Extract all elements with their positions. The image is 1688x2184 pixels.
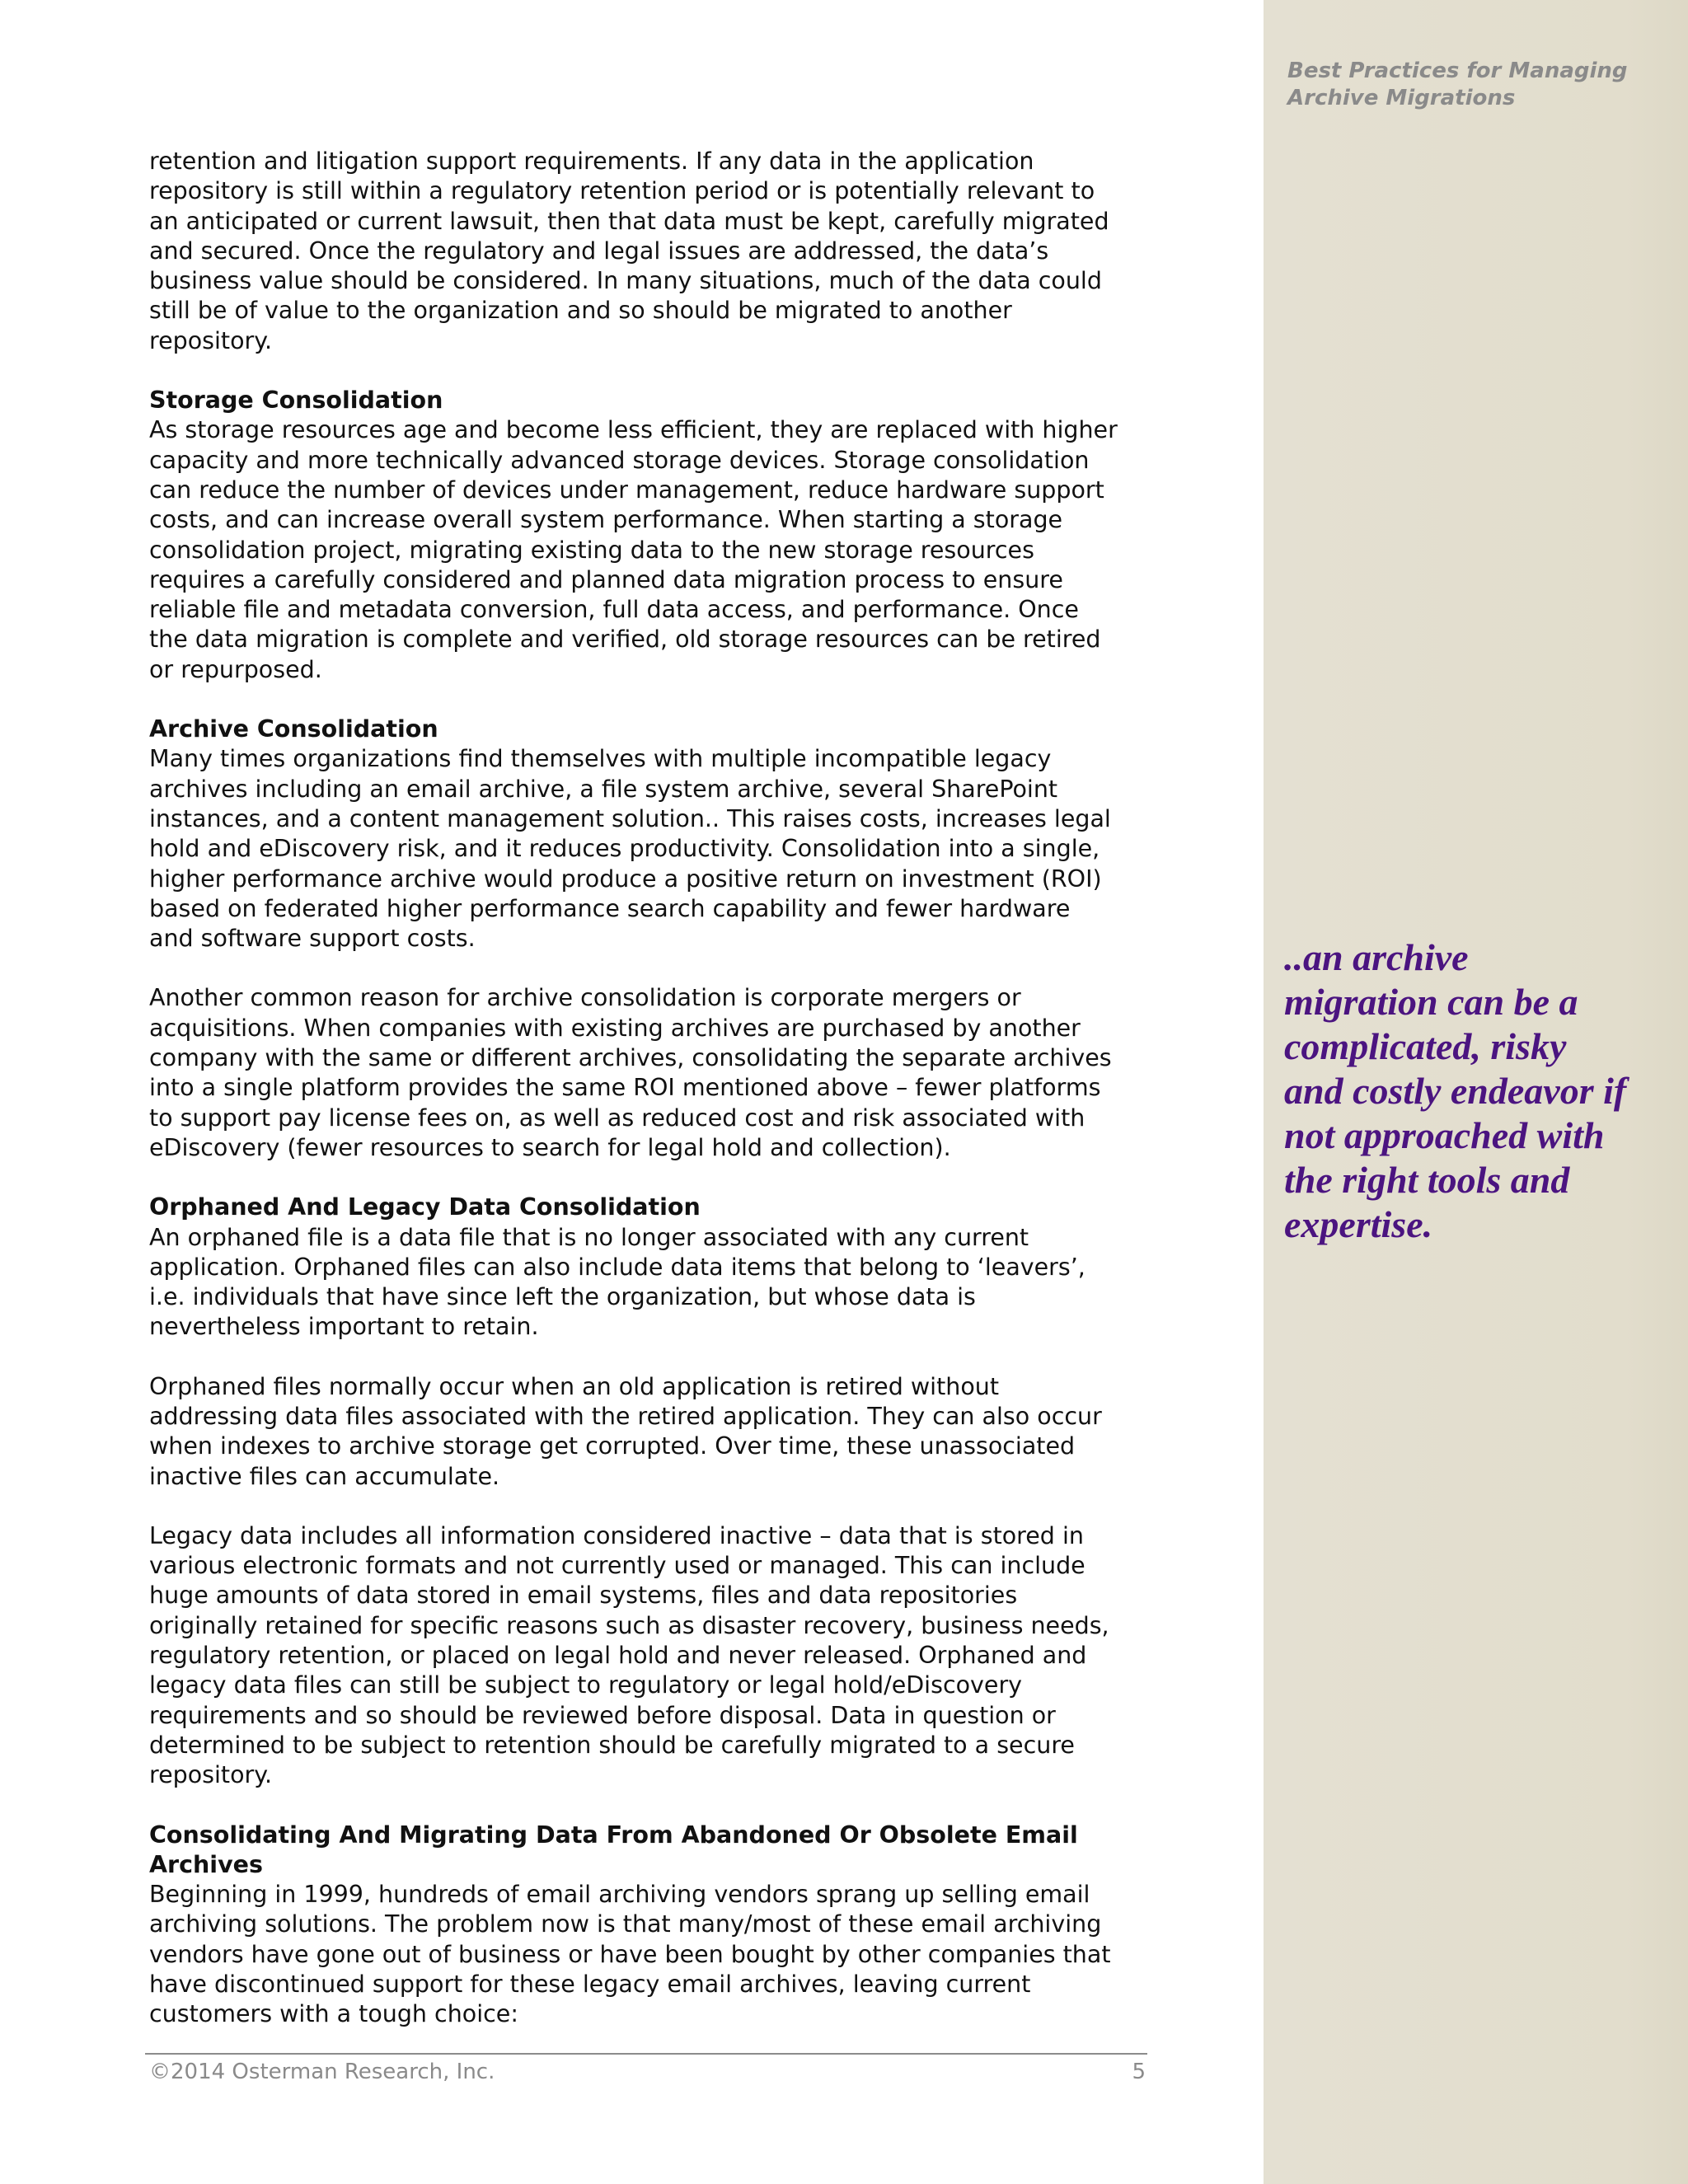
footer-divider <box>145 2053 1147 2055</box>
footer-copyright: ©2014 Osterman Research, Inc. <box>149 2060 495 2084</box>
intro-paragraph: retention and litigation support requirements. If any data in the application repository is still within a regulatory retention period or is potentially relevant to an anticipated or current lawsuit, then that data must be kept, carefully migrated and secured. Once the regulatory and legal issues are addressed, the data’s business value should be considered. In many situations, much of the data could still be of value to the organization and so should be migrated to another repository. <box>149 148 1109 354</box>
page-number: 5 <box>1132 2060 1146 2084</box>
section-obsolete-email-archives <box>149 1821 1122 2030</box>
section-paragraph: Another common reason for archive consolidation is corporate mergers or acquisitions. When companies with existing archives are purchased by another company with the same or different archives, consolidating the separate archives into a single platform provides the same ROI mentioned above – fewer platforms to support pay license fees on, as well as reduced cost and risk associated with eDiscovery (fewer resources to search for legal hold and collection). <box>149 984 1112 1161</box>
section-paragraph: Orphaned files normally occur when an old application is retired without addressing data files associated with the retired application. They can also occur when indexes to archive storage get corrupted. Over time, these unassociated inactive files can accumulate. <box>149 1372 1102 1490</box>
pull-quote: ..an archive migration can be a complicated, risky and costly endeavor if not approached with the right tools and expertise. <box>1284 936 1627 1245</box>
section-archive-consolidation <box>149 715 1122 1163</box>
running-header-line-1: Best Practices for Managing <box>1287 59 1628 83</box>
main-body <box>149 147 1122 2060</box>
section-paragraph: Beginning in 1999, hundreds of email archiving vendors sprang up selling email archiving solutions. The problem now is that many/most of these email archiving vendors have gone out of business or have been bought by other companies that have discontinued support for these legacy email archives, leaving current customers with a tough choice: <box>149 1881 1111 2028</box>
section-heading: Archive Consolidation <box>149 715 438 743</box>
section-paragraph: Legacy data includes all information considered inactive – data that is stored in various electronic formats and not currently used or managed. This can include huge amounts of data stored in email systems, files and data repositories originally retained for specific reasons such as disaster recovery, business needs, regulatory retention, or placed on legal hold and never released. Orphaned and legacy data files can still be subject to regulatory or legal hold/eDiscovery requirements and so should be reviewed before disposal. Data in question or determined to be subject to retention should be carefully migrated to a secure repository. <box>149 1521 1109 1789</box>
running-header-line-2: Archive Migrations <box>1287 86 1516 110</box>
section-paragraph: Many times organizations find themselves with multiple incompatible legacy archives including an email archive, a file system archive, several SharePoint instances, and a content management solution.. This raises costs, increases legal hold and eDiscovery risk, and it reduces productivity. Consolidation into a single, higher performance archive would produce a positive return on investment (ROI) based on federated higher performance search capability and fewer hardware and software support costs. <box>149 745 1111 953</box>
section-orphaned-legacy-data <box>149 1193 1122 1790</box>
section-storage-consolidation <box>149 386 1122 685</box>
section-heading: Storage Consolidation <box>149 387 443 415</box>
running-header <box>1287 58 1650 112</box>
section-heading: Consolidating And Migrating Data From Abandoned Or Obsolete Email Archives <box>149 1821 1078 1878</box>
section-paragraph: As storage resources age and become less efficient, they are replaced with higher capacity and more technically advanced storage devices. Storage consolidation can reduce the number of devices under management, reduce hardware support costs, and can increase overall system performance. When starting a storage consolidation project, migrating existing data to the new storage resources requires a carefully considered and planned data migration process to ensure reliable file and metadata conversion, full data access, and performance. Once the data migration is complete and verified, old storage resources can be retired or repurposed. <box>149 416 1118 683</box>
section-heading: Orphaned And Legacy Data Consolidation <box>149 1193 701 1221</box>
section-paragraph: An orphaned file is a data file that is no longer associated with any current application. Orphaned files can also include data items that belong to ‘leavers’, i.e. individuals that have since left the organization, but whose data is nevertheless important to retain. <box>149 1223 1085 1341</box>
